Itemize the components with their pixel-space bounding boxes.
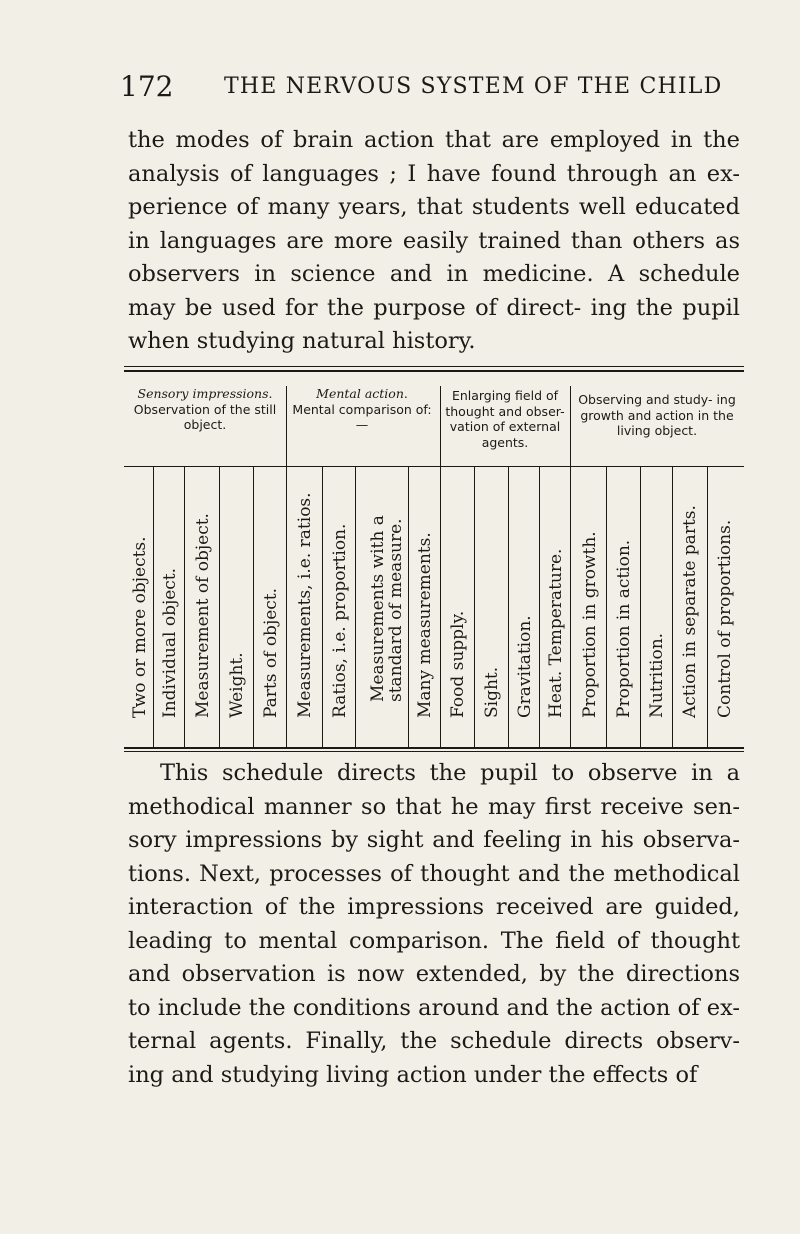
table-rule [124, 751, 744, 752]
column-proportion-in-growth [574, 468, 604, 738]
column-ratios-proportion [324, 468, 354, 738]
column-measurements-ratios [289, 468, 319, 738]
column-label: Food supply. [448, 610, 468, 718]
running-head: THE NERVOUS SYSTEM OF THE CHILD [224, 74, 723, 99]
column-label: Parts of object. [261, 587, 281, 718]
column-food-supply [442, 468, 472, 738]
column-label: Two or more objects. [130, 536, 150, 718]
group-header-external [440, 388, 570, 468]
group-header-sensory [124, 386, 286, 466]
column-label: Measurements with a standard of measure. [368, 515, 406, 702]
table-rule [124, 747, 744, 749]
group-header-living [572, 392, 742, 472]
column-label: Weight. [227, 652, 247, 718]
column-two-or-more-objects [124, 468, 154, 738]
group-subtitle: Observing and study- ing growth and action in the living object. [578, 392, 736, 438]
paragraph-intro [128, 124, 740, 359]
column-heat-temperature [540, 468, 570, 738]
column-label: Gravitation. [515, 615, 535, 718]
table-rule [124, 370, 744, 372]
group-divider [286, 386, 287, 748]
column-parts-of-object [255, 468, 285, 738]
page-number: 172 [120, 70, 174, 103]
group-divider [570, 386, 571, 748]
group-subtitle: Enlarging field of thought and obser- vation of external agents. [445, 388, 565, 450]
page-header [120, 70, 760, 110]
column-nutrition [641, 468, 671, 738]
column-label: Proportion in growth. [580, 531, 600, 718]
column-label: Ratios, i.e. proportion. [330, 523, 350, 718]
column-divider [322, 466, 323, 748]
column-divider [606, 466, 607, 748]
column-label: Control of proportions. [715, 519, 735, 718]
column-divider [253, 466, 254, 748]
column-divider [219, 466, 220, 748]
column-label: Heat. Temperature. [546, 548, 566, 718]
column-proportion-in-action [608, 468, 638, 738]
column-divider [707, 466, 708, 748]
column-control-of-proportions [709, 468, 739, 738]
column-label: Individual object. [160, 567, 180, 718]
group-title: Mental action. [316, 386, 408, 401]
paragraph-explanation [128, 757, 740, 1092]
column-label: Measurements, i.e. ratios. [295, 492, 315, 718]
column-label: Action in separate parts. [680, 505, 700, 718]
column-divider [672, 466, 673, 748]
column-sight [476, 468, 506, 738]
column-weight [221, 468, 251, 738]
column-individual-object [154, 468, 184, 738]
column-label: Nutrition. [647, 632, 667, 718]
group-header-mental [286, 386, 438, 466]
column-measurements-standard [367, 468, 407, 738]
column-divider [474, 466, 475, 748]
group-title: Sensory impressions. [137, 386, 273, 401]
group-subtitle: Mental comparison of: — [292, 401, 432, 432]
table-rule [124, 366, 744, 367]
schedule-table [124, 342, 744, 750]
column-label: Sight. [482, 666, 502, 718]
column-label: Many measurements. [415, 532, 435, 718]
group-subtitle: Observation of the still object. [133, 401, 277, 432]
column-divider [184, 466, 185, 748]
column-measurement-of-object [187, 468, 217, 738]
column-divider [355, 466, 356, 748]
group-divider [440, 386, 441, 748]
column-gravitation [509, 468, 539, 738]
column-many-measurements [409, 468, 439, 738]
paragraph-text: This schedule directs the pupil to observe in a methodical manner so that he may first receive sen- sory impressions by sight and feeling in his observa- tions. Next, processes of thought and the methodical interaction of the impressions received are guided, leading to mental comparison. The field of thought and observation is now extended, by the directions to include the conditions around and the action of ex- ternal agents. Finally, the schedule directs observ- ing and studying living action under the effects of [128, 760, 740, 1088]
paragraph-text: the modes of brain action that are employed in the analysis of languages ; I have found through an ex- perience of many years, that students well educated in languages are more easily trained than others as observers in science and in medicine. A schedule may be used for the purpose of direct- ing the pupil when studying natural history. [128, 127, 740, 354]
column-label: Proportion in action. [614, 539, 634, 718]
column-action-in-separate-parts [674, 468, 704, 738]
column-label: Measurement of object. [193, 513, 213, 718]
